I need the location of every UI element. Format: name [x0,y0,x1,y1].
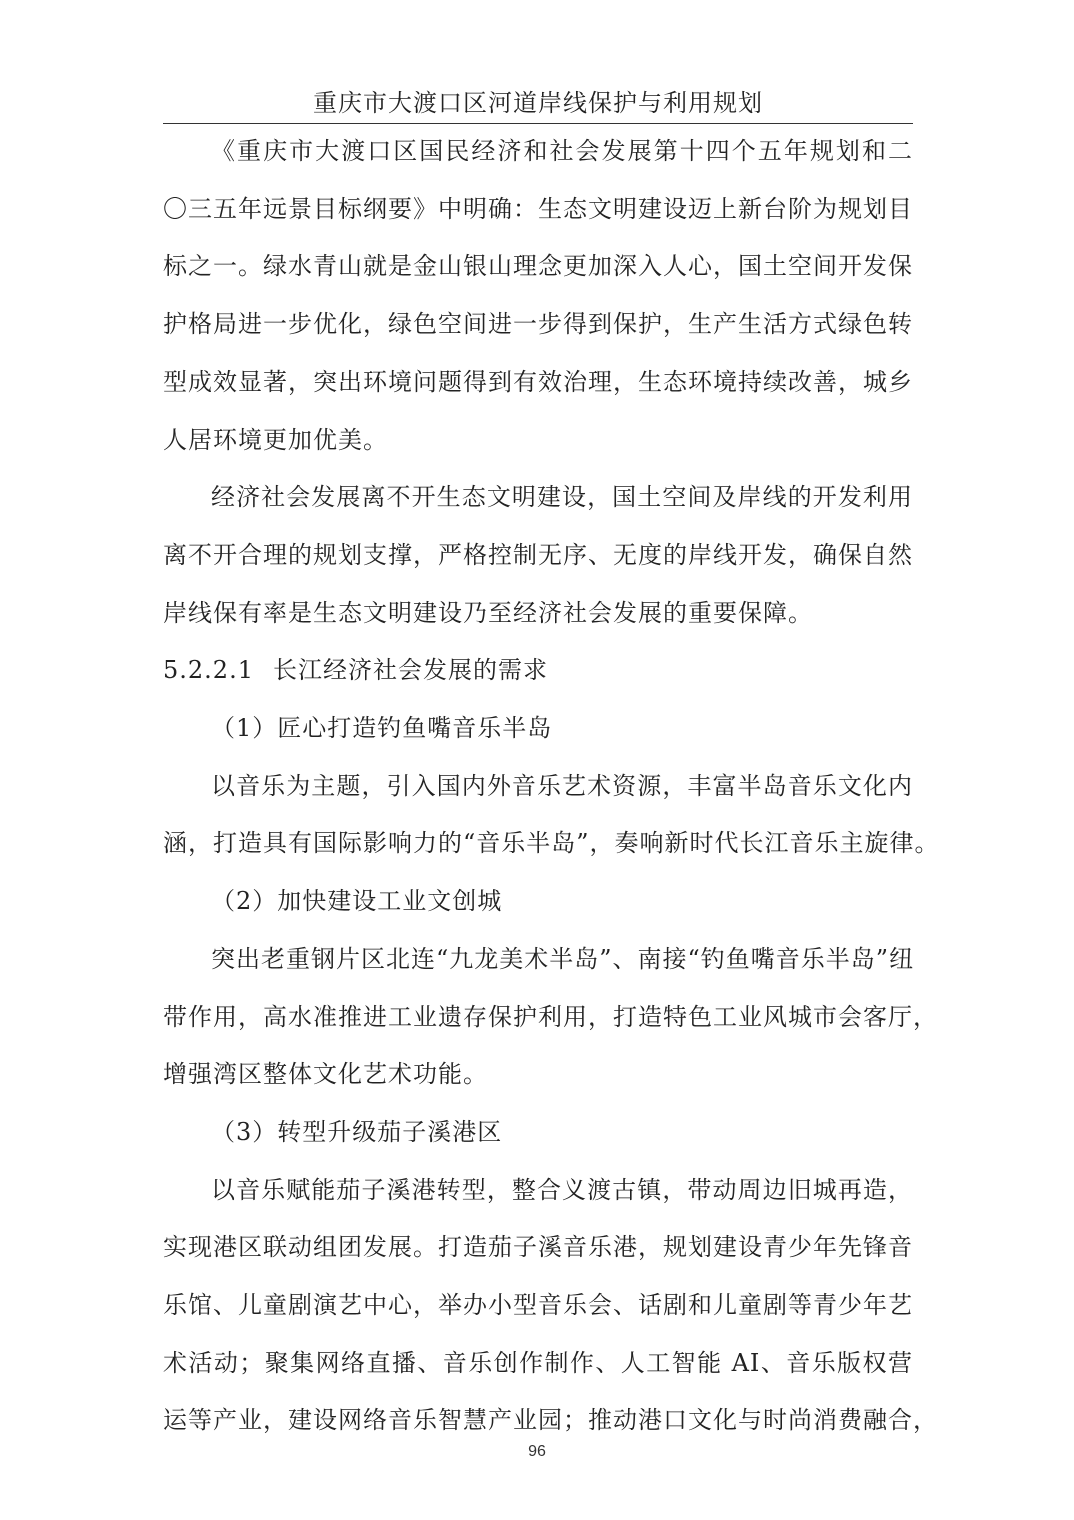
paragraph-line: 型成效显著，突出环境问题得到有效治理，生态环境持续改善，城乡 [163,367,913,396]
paragraph-line: 标之一。绿水青山就是金山银山理念更加深入人心，国土空间开发保 [163,252,913,281]
paragraph-line: 突出老重钢片区北连“九龙美术半岛”、南接“钓鱼嘴音乐半岛”纽 [211,944,915,973]
paragraph-line: 运等产业，建设网络音乐智慧产业园；推动港口文化与时尚消费融合， [163,1406,938,1435]
list-item [163,873,938,1104]
item-heading: （2）加快建设工业文创城 [211,887,503,916]
paragraph-line: 涵，打造具有国际影响力的“音乐半岛”，奏响新时代长江音乐主旋律。 [163,829,940,858]
list-item [163,700,940,873]
paragraph-line: 人居环境更加优美。 [163,425,388,454]
paragraph-line: 术活动；聚集网络直播、音乐创作制作、人工智能 AI、音乐版权营 [163,1348,913,1377]
paragraph [163,123,913,469]
paragraph-line: 带作用，高水准推进工业遗存保护利用，打造特色工业风城市会客厅， [163,1002,938,1031]
list-item [163,1104,938,1450]
paragraph-line: 离不开合理的规划支撑，严格控制无序、无度的岸线开发，确保自然 [163,540,913,569]
paragraph-line: 以音乐赋能茄子溪港转型，整合义渡古镇，带动周边旧城再造， [211,1175,913,1204]
document-body [163,123,940,1450]
paragraph [163,469,913,642]
paragraph-line: 以音乐为主题，引入国内外音乐艺术资源，丰富半岛音乐文化内 [211,771,913,800]
paragraph-line: 经济社会发展离不开生态文明建设，国土空间及岸线的开发利用 [211,483,913,512]
paragraph-line: 〇三五年远景目标纲要》中明确：生态文明建设迈上新台阶为规划目 [163,194,913,223]
item-heading: （1）匠心打造钓鱼嘴音乐半岛 [211,714,553,743]
running-header: 重庆市大渡口区河道岸线保护与利用规划 [313,89,763,117]
paragraph-line: 岸线保有率是生态文明建设乃至经济社会发展的重要保障。 [163,598,813,627]
item-heading: （3）转型升级茄子溪港区 [211,1117,503,1146]
section-title: 长江经济社会发展的需求 [273,656,548,685]
paragraph-line: 护格局进一步优化，绿色空间进一步得到保护，生产生活方式绿色转 [163,310,913,339]
paragraph-line: 乐馆、儿童剧演艺中心，举办小型音乐会、话剧和儿童剧等青少年艺 [163,1291,913,1320]
paragraph-line: 增强湾区整体文化艺术功能。 [163,1060,488,1089]
paragraph-line: 实现港区联动组团发展。打造茄子溪音乐港，规划建设青少年先锋音 [163,1233,913,1262]
section-number: 5.2.2.1 [163,656,254,685]
section-heading [163,642,913,700]
paragraph-line: 《重庆市大渡口区国民经济和社会发展第十四个五年规划和二 [211,137,913,165]
page-number: 96 [528,1443,546,1460]
